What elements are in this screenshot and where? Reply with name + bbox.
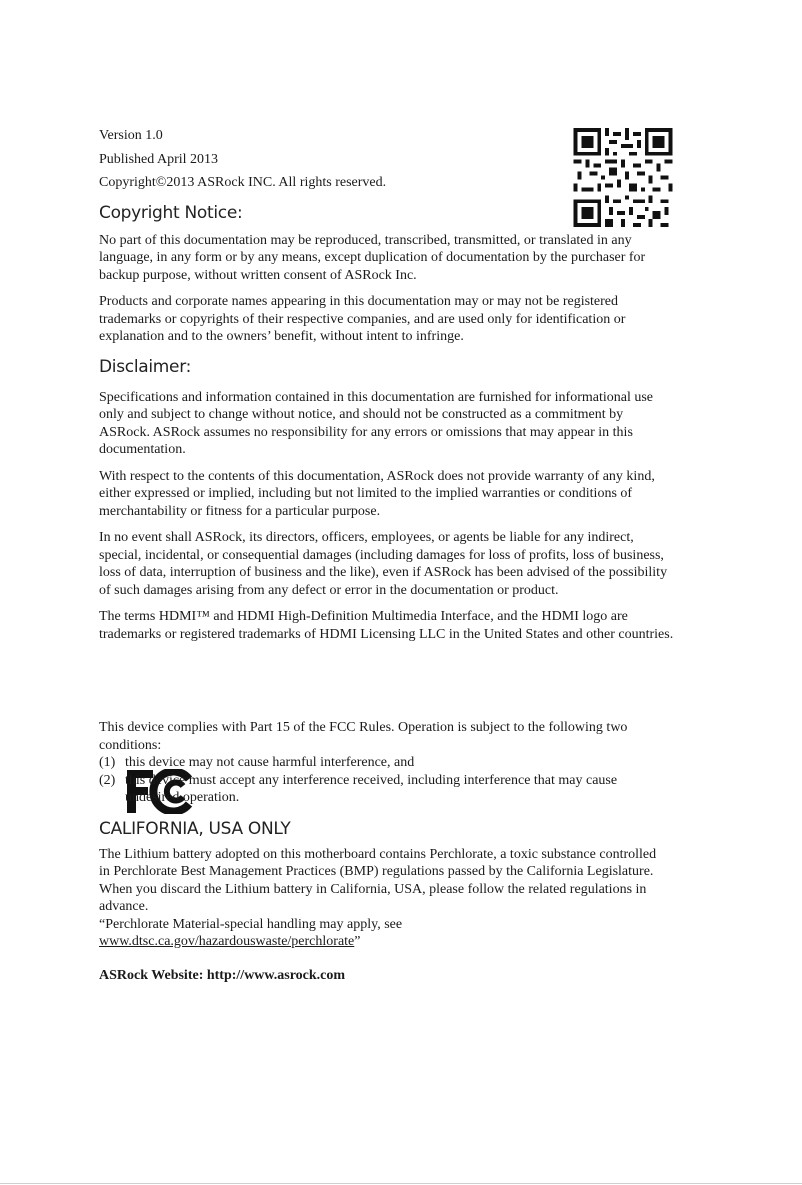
fcc-compliance-text: This device complies with Part 15 of the FCC Rules. Operation is subject to the following two conditions: bbox=[99, 720, 628, 753]
perchlorate-link[interactable]: www.dtsc.ca.gov/hazardouswaste/perchlorate bbox=[99, 934, 355, 949]
perchlorate-quote bbox=[99, 916, 659, 951]
copyright-paragraph-2: Products and corporate names appearing in this documentation may or may not be registered trademarks or copyrights of their respective companies, and are used only for identification or explanation and to the owners’ benefit, without intent to infringe. bbox=[99, 294, 626, 344]
document-page bbox=[99, 124, 674, 984]
copyright-paragraph-1: No part of this documentation may be reproduced, transcribed, transmitted, or translated in any language, in any form or by any means, except duplication of documentation by the purchaser for backup purpose, without written consent of ASRock Inc. bbox=[99, 232, 646, 283]
disclaimer-heading: Disclaimer: bbox=[99, 356, 192, 377]
fcc-logo-spacer bbox=[99, 643, 674, 719]
copyright-notice-heading: Copyright Notice: bbox=[99, 202, 243, 223]
list-item bbox=[99, 772, 674, 807]
fcc-conditions-list bbox=[99, 754, 674, 807]
disclaimer-paragraph-3: In no event shall ASRock, its directors, officers, employees, or agents be liable for any indirect, special, incidental, or consequential damages (including damages for loss of profits, loss of business, loss of data, interruption of business and the like), even if ASRock has been advised of the possibility of such damages arising from any defect or error in the documentation or product. bbox=[99, 530, 668, 598]
condition-number: (1) bbox=[99, 755, 116, 770]
bottom-rule bbox=[0, 1183, 802, 1184]
list-item bbox=[99, 754, 674, 772]
condition-number: (2) bbox=[99, 772, 116, 788]
published-line: Published April 2013 bbox=[99, 151, 219, 167]
disclaimer-paragraph-2: With respect to the contents of this documentation, ASRock does not provide warranty of any kind, either expressed or implied, including but not limited to the implied warranties or conditions of merchantability or fitness for a particular purpose. bbox=[99, 468, 655, 519]
perchlorate-quote-suffix: ” bbox=[354, 934, 361, 949]
perchlorate-quote-prefix: “Perchlorate Material-special handling may apply, see bbox=[99, 916, 403, 932]
california-heading: CALIFORNIA, USA ONLY bbox=[99, 818, 291, 839]
version-line: Version 1.0 bbox=[99, 128, 163, 143]
condition-text: this device may not cause harmful interference, and bbox=[125, 755, 415, 770]
asrock-website: ASRock Website: http://www.asrock.com bbox=[99, 967, 346, 983]
disclaimer-paragraph-1: Specifications and information contained in this documentation are furnished for informational use only and subject to change without notice, and should not be constructed as a commitment by ASRock. ASRock assumes no responsibility for any errors or omissions that may appear in this documentation. bbox=[99, 389, 654, 457]
copyright-line: Copyright©2013 ASRock INC. All rights reserved. bbox=[99, 175, 387, 190]
hdmi-trademark-paragraph: The terms HDMI™ and HDMI High-Definition Multimedia Interface, and the HDMI logo are trademarks or registered trademarks of HDMI Licensing LLC in the United States and other countries. bbox=[99, 609, 674, 642]
california-paragraph: The Lithium battery adopted on this motherboard contains Perchlorate, a toxic substance controlled in Perchlorate Best Management Practices (BMP) regulations passed by the California Legislature. When you discard the Lithium battery in California, USA, please follow the related regulations in advance. bbox=[99, 846, 657, 914]
condition-text: this device must accept any interference received, including interference that may cause undesired operation. bbox=[125, 772, 618, 805]
